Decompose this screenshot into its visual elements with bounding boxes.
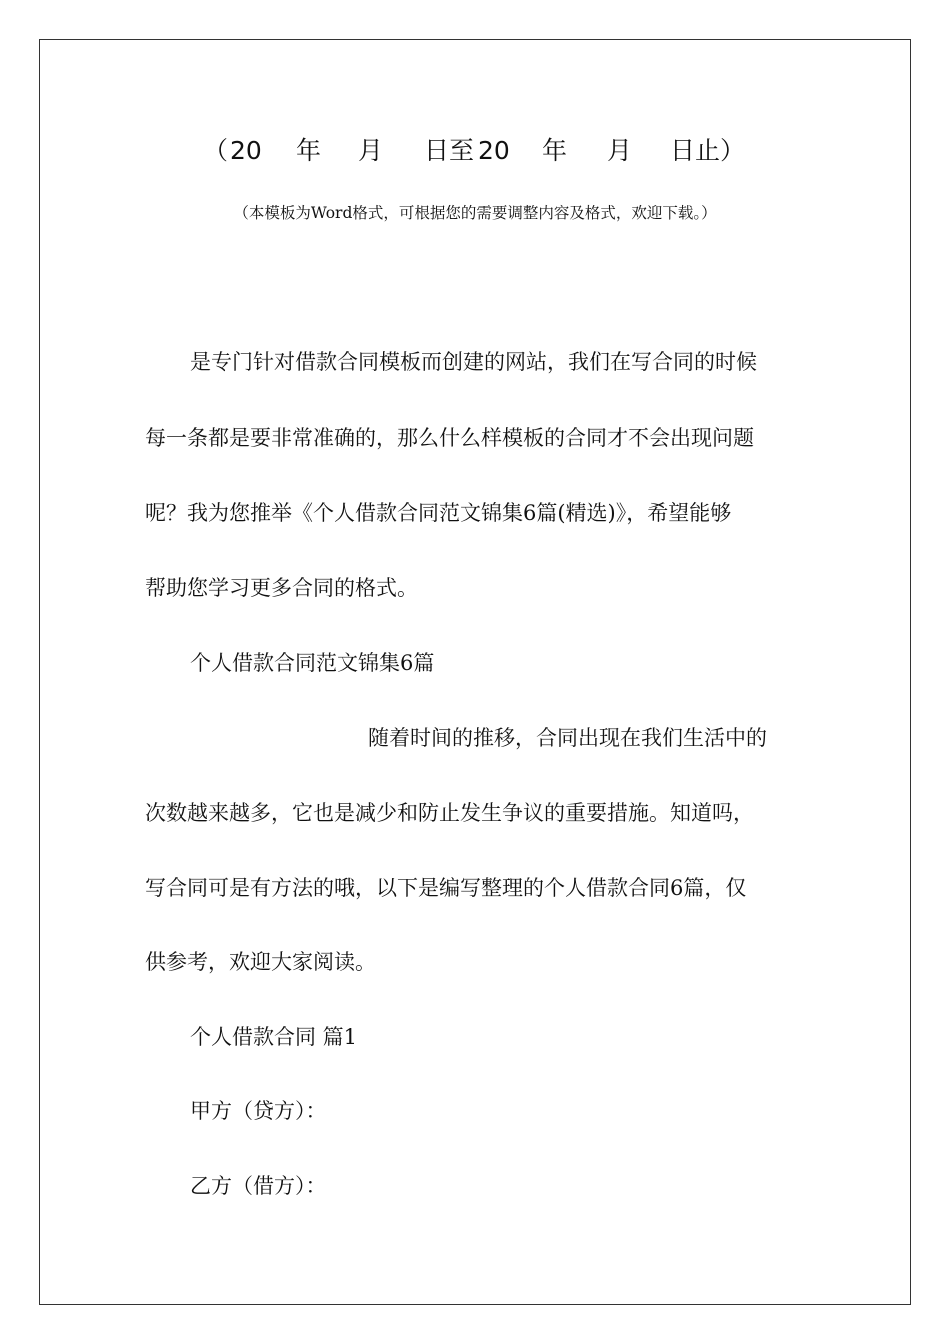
end-day-label: 日止） — [670, 136, 746, 165]
intro-line-3: 呢？我为您推举《个人借款合同范文锦集6篇(精选)》，希望能够 — [145, 501, 732, 525]
end-year-label: 年 — [542, 136, 568, 165]
intro-line-1: 是专门针对借款合同模板而创建的网站，我们在写合同的时候 — [190, 350, 757, 374]
body-line-1: 随着时间的推移，合同出现在我们生活中的 — [368, 726, 767, 750]
end-year-prefix: 20 — [478, 136, 510, 165]
body-line-4: 供参考，欢迎大家阅读。 — [145, 950, 376, 974]
contract-period-line — [0, 133, 950, 169]
end-month-label: 月 — [607, 136, 633, 165]
intro-line-2: 每一条都是要非常准确的，那么什么样模板的合同才不会出现问题 — [145, 426, 754, 450]
intro-line-4: 帮助您学习更多合同的格式。 — [145, 576, 418, 600]
start-year-label: 年 — [296, 136, 322, 165]
collection-title: 个人借款合同范文锦集6篇 — [190, 651, 435, 675]
body-line-2: 次数越来越多，它也是减少和防止发生争议的重要措施。知道吗， — [145, 801, 754, 825]
party-b-label: 乙方（借方）： — [190, 1174, 327, 1198]
start-day-to-label: 日至 — [424, 136, 475, 165]
body-line-3: 写合同可是有方法的哦，以下是编写整理的个人借款合同6篇，仅 — [145, 876, 747, 900]
page-border — [39, 39, 911, 1305]
start-year-prefix: 20 — [230, 136, 262, 165]
start-month-label: 月 — [358, 136, 384, 165]
section-heading: 个人借款合同 篇1 — [190, 1025, 358, 1049]
date-open-paren: （ — [203, 136, 229, 165]
template-note: （本模板为Word格式，可根据您的需要调整内容及格式，欢迎下载。） — [233, 204, 717, 222]
party-a-label: 甲方（贷方）： — [190, 1099, 327, 1123]
